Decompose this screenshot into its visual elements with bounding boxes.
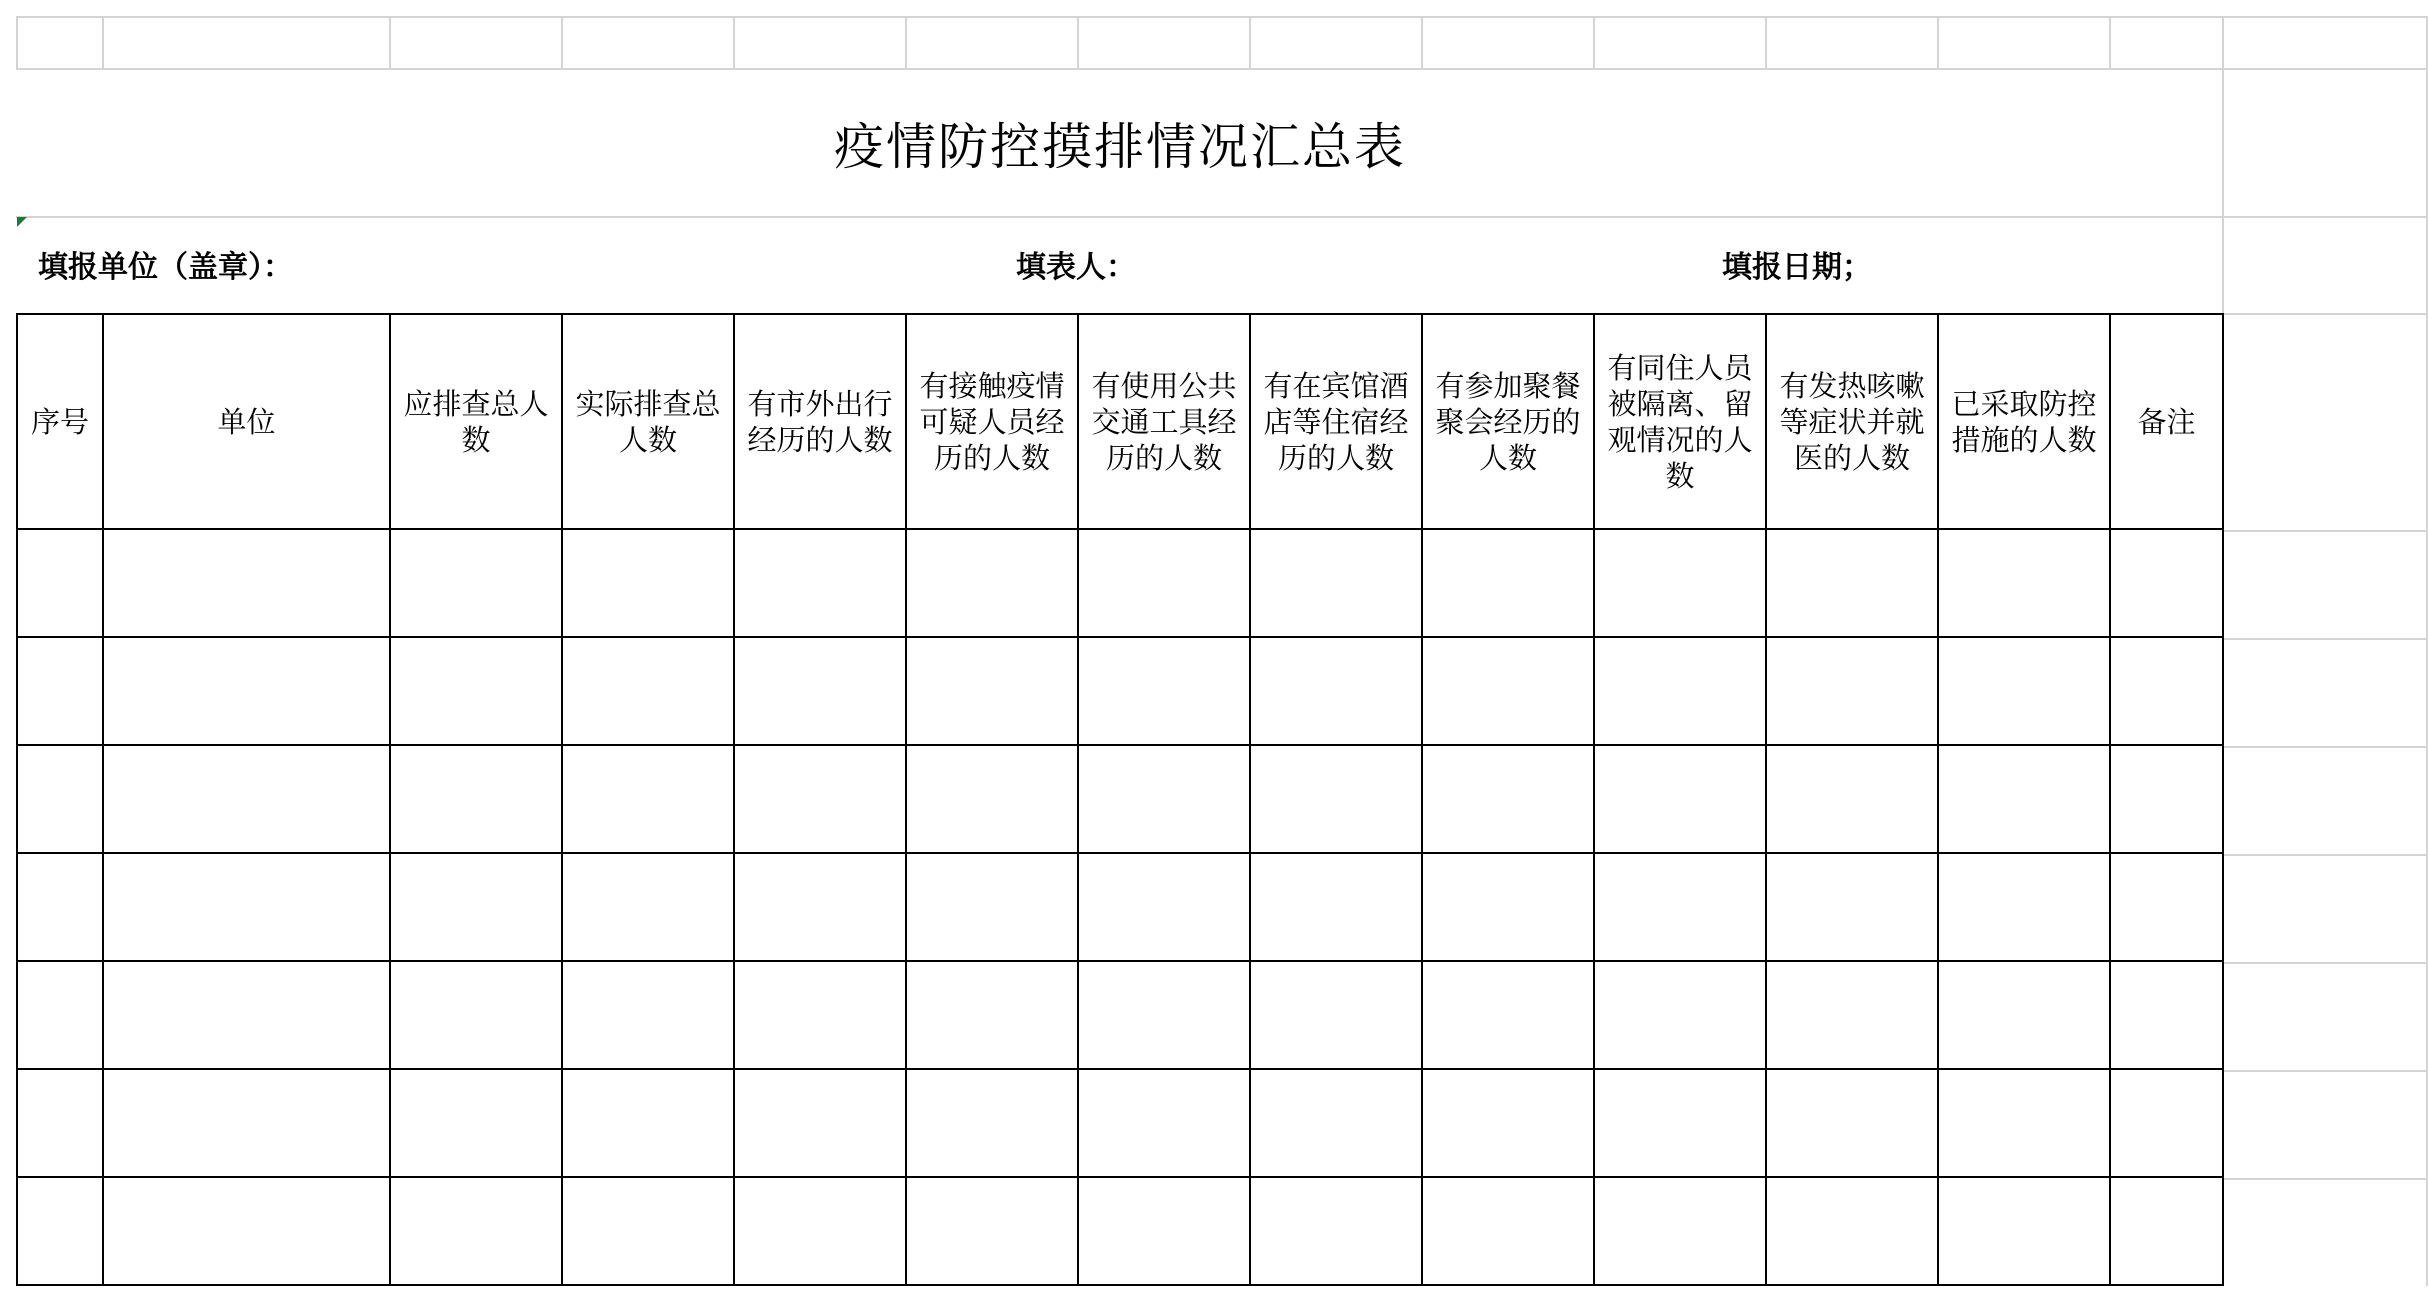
- table-cell[interactable]: [103, 529, 390, 637]
- gridline-vertical: [102, 16, 104, 68]
- gridline-vertical: [1765, 16, 1767, 68]
- table-cell[interactable]: [1422, 961, 1594, 1069]
- table-cell[interactable]: [1250, 1177, 1422, 1285]
- table-cell[interactable]: [390, 961, 562, 1069]
- table-cell[interactable]: [1078, 853, 1250, 961]
- table-cell[interactable]: [1422, 1177, 1594, 1285]
- table-cell[interactable]: [1766, 637, 1938, 745]
- header-label: 有发热咳嗽等症状并就医的人数: [1779, 368, 1925, 475]
- header-label: 有参加聚餐聚会经历的人数: [1435, 368, 1581, 475]
- table-cell[interactable]: [1766, 745, 1938, 853]
- filler-label: 填表人：: [1016, 250, 1136, 285]
- table-cell[interactable]: [906, 1069, 1078, 1177]
- header-cell[interactable]: [103, 314, 390, 529]
- table-cell[interactable]: [1422, 529, 1594, 637]
- table-row: [17, 745, 2223, 853]
- table-cell[interactable]: [1938, 1177, 2110, 1285]
- header-cell[interactable]: [1422, 314, 1594, 529]
- table-cell[interactable]: [1250, 529, 1422, 637]
- table-cell[interactable]: [1594, 529, 1766, 637]
- table-cell[interactable]: [1422, 745, 1594, 853]
- table-cell[interactable]: [390, 529, 562, 637]
- table-cell[interactable]: [1422, 1069, 1594, 1177]
- gridline-horizontal: [2224, 962, 2426, 964]
- table-row: [17, 961, 2223, 1069]
- table-cell[interactable]: [1078, 745, 1250, 853]
- table-cell[interactable]: [1766, 853, 1938, 961]
- gridline-horizontal: [2224, 854, 2426, 856]
- header-label: 有同住人员被隔离、留观情况的人数: [1607, 350, 1753, 493]
- table-cell[interactable]: [103, 961, 390, 1069]
- header-label: 已采取防控措施的人数: [1951, 386, 2097, 457]
- table-cell[interactable]: [390, 637, 562, 745]
- table-cell[interactable]: [1078, 529, 1250, 637]
- table-cell[interactable]: [562, 1177, 734, 1285]
- table-cell[interactable]: [734, 961, 906, 1069]
- gridline-vertical: [2109, 16, 2111, 68]
- header-label: 应排查总人数: [403, 386, 549, 457]
- table-cell[interactable]: [562, 853, 734, 961]
- table-cell[interactable]: [906, 961, 1078, 1069]
- table-cell[interactable]: [1594, 961, 1766, 1069]
- table-cell[interactable]: [103, 1177, 390, 1285]
- gridline-horizontal: [2224, 638, 2426, 640]
- table-cell[interactable]: [17, 529, 103, 637]
- table-cell[interactable]: [906, 1177, 1078, 1285]
- table-cell[interactable]: [562, 637, 734, 745]
- table-cell[interactable]: [103, 637, 390, 745]
- table-cell[interactable]: [1594, 637, 1766, 745]
- table-cell[interactable]: [17, 1177, 103, 1285]
- gridline-vertical: [1421, 16, 1423, 68]
- gridline-vertical: [905, 16, 907, 68]
- table-cell[interactable]: [1422, 637, 1594, 745]
- table-cell[interactable]: [1766, 961, 1938, 1069]
- table-cell[interactable]: [2110, 637, 2223, 745]
- header-cell[interactable]: [1938, 314, 2110, 529]
- gridline-vertical: [1593, 16, 1595, 68]
- header-cell[interactable]: [1250, 314, 1422, 529]
- page-title: 疫情防控摸排情况汇总表: [834, 117, 1406, 176]
- table-cell[interactable]: [17, 961, 103, 1069]
- table-cell[interactable]: [1250, 745, 1422, 853]
- table-cell[interactable]: [562, 745, 734, 853]
- header-cell[interactable]: [1766, 314, 1938, 529]
- table-cell[interactable]: [1938, 529, 2110, 637]
- gridline-vertical: [733, 16, 735, 68]
- gridline-horizontal: [16, 16, 2426, 18]
- table-cell[interactable]: [2110, 961, 2223, 1069]
- table-cell[interactable]: [390, 1177, 562, 1285]
- table-cell[interactable]: [734, 529, 906, 637]
- table-cell[interactable]: [734, 1177, 906, 1285]
- table-cell[interactable]: [562, 1069, 734, 1177]
- gridline-horizontal: [2224, 1178, 2426, 1180]
- header-label: 实际排查总人数: [575, 386, 721, 457]
- table-cell[interactable]: [1938, 745, 2110, 853]
- table-row: [17, 637, 2223, 745]
- table-cell[interactable]: [17, 745, 103, 853]
- header-cell[interactable]: [390, 314, 562, 529]
- header-cell[interactable]: [17, 314, 103, 529]
- table-cell[interactable]: [17, 853, 103, 961]
- gridline-vertical: [561, 16, 563, 68]
- table-cell[interactable]: [1594, 1177, 1766, 1285]
- header-label: 单位: [217, 404, 276, 439]
- table-cell[interactable]: [1594, 853, 1766, 961]
- table-cell[interactable]: [1250, 853, 1422, 961]
- table-row: [17, 853, 2223, 961]
- table-cell[interactable]: [390, 853, 562, 961]
- survey-table: [16, 313, 2224, 1286]
- table-cell[interactable]: [906, 637, 1078, 745]
- table-cell[interactable]: [103, 853, 390, 961]
- table-row: [17, 529, 2223, 637]
- header-cell[interactable]: [734, 314, 906, 529]
- gridline-horizontal: [2224, 1070, 2426, 1072]
- table-cell[interactable]: [103, 745, 390, 853]
- gridline-horizontal: [2224, 746, 2426, 748]
- table-cell[interactable]: [1938, 1069, 2110, 1177]
- table-row: [17, 1069, 2223, 1177]
- table-cell[interactable]: [2110, 853, 2223, 961]
- table-cell[interactable]: [2110, 1177, 2223, 1285]
- table-cell[interactable]: [2110, 745, 2223, 853]
- gridline-vertical: [1937, 16, 1939, 68]
- table-cell[interactable]: [390, 1069, 562, 1177]
- table-cell[interactable]: [734, 1069, 906, 1177]
- table-cell[interactable]: [1078, 637, 1250, 745]
- gridline-vertical: [16, 16, 18, 68]
- table-cell[interactable]: [1250, 961, 1422, 1069]
- table-cell[interactable]: [1594, 745, 1766, 853]
- table-cell[interactable]: [562, 961, 734, 1069]
- table-cell[interactable]: [1766, 529, 1938, 637]
- table-cell[interactable]: [1766, 1069, 1938, 1177]
- header-row: [17, 314, 2223, 529]
- table-cell[interactable]: [2110, 1069, 2223, 1177]
- header-label: 有市外出行经历的人数: [747, 386, 893, 457]
- table-cell[interactable]: [906, 745, 1078, 853]
- header-label: 备注: [2137, 404, 2196, 439]
- gridline-vertical: [1077, 16, 1079, 68]
- table-cell[interactable]: [2110, 529, 2223, 637]
- gridline-horizontal: [2224, 530, 2426, 532]
- header-label: 有接触疫情可疑人员经历的人数: [919, 368, 1065, 475]
- table-cell[interactable]: [1938, 637, 2110, 745]
- table-cell[interactable]: [17, 637, 103, 745]
- table-cell[interactable]: [1250, 637, 1422, 745]
- table-cell[interactable]: [1938, 961, 2110, 1069]
- header-cell[interactable]: [1594, 314, 1766, 529]
- header-label: 序号: [30, 404, 89, 439]
- table-cell[interactable]: [17, 1069, 103, 1177]
- table-cell[interactable]: [562, 529, 734, 637]
- title-cell[interactable]: [17, 69, 2223, 216]
- gridline-horizontal: [16, 216, 2426, 218]
- header-label: 有在宾馆酒店等住宿经历的人数: [1263, 368, 1409, 475]
- gridline-vertical: [1249, 16, 1251, 68]
- table-cell[interactable]: [1766, 1177, 1938, 1285]
- table-row: [17, 1177, 2223, 1285]
- table-cell[interactable]: [734, 853, 906, 961]
- table-cell[interactable]: [1078, 1069, 1250, 1177]
- table-cell[interactable]: [906, 529, 1078, 637]
- header-cell[interactable]: [562, 314, 734, 529]
- cell-comment-marker: [17, 217, 27, 227]
- header-cell[interactable]: [2110, 314, 2223, 529]
- table-cell[interactable]: [1938, 853, 2110, 961]
- gridline-vertical: [389, 16, 391, 68]
- report-date-label: 填报日期；: [1722, 250, 1872, 285]
- table-cell[interactable]: [1250, 1069, 1422, 1177]
- table-cell[interactable]: [1422, 853, 1594, 961]
- table-cell[interactable]: [734, 637, 906, 745]
- header-cell[interactable]: [1078, 314, 1250, 529]
- table-cell[interactable]: [390, 745, 562, 853]
- header-label: 有使用公共交通工具经历的人数: [1091, 368, 1237, 475]
- header-cell[interactable]: [906, 314, 1078, 529]
- table-cell[interactable]: [103, 1069, 390, 1177]
- reporting-unit-label: 填报单位（盖章）：: [38, 250, 293, 285]
- table-cell[interactable]: [1078, 1177, 1250, 1285]
- table-cell[interactable]: [1594, 1069, 1766, 1177]
- table-cell[interactable]: [906, 853, 1078, 961]
- table-cell[interactable]: [1078, 961, 1250, 1069]
- table-cell[interactable]: [734, 745, 906, 853]
